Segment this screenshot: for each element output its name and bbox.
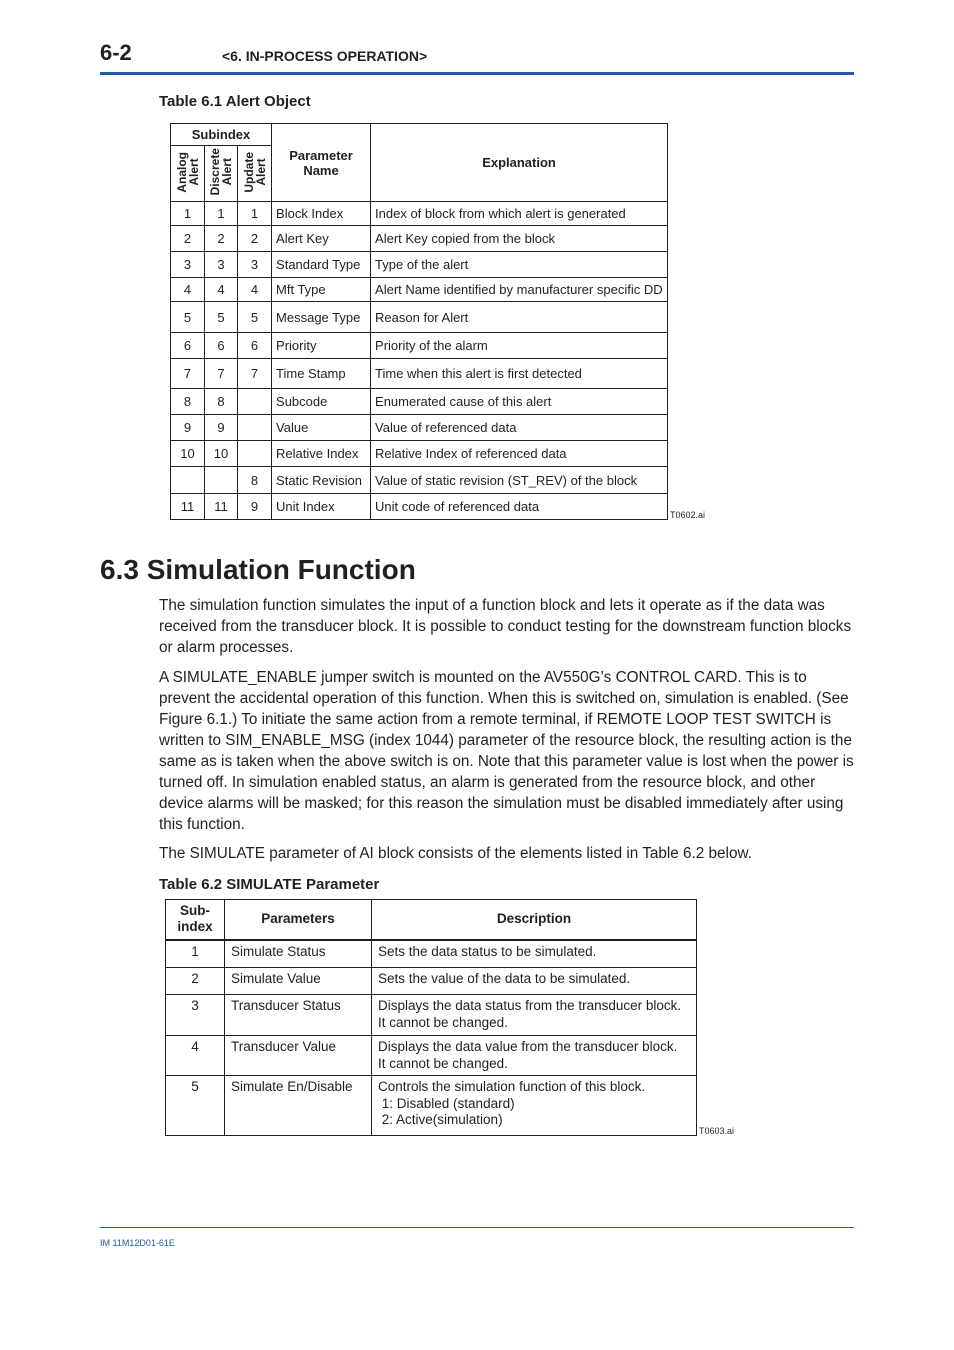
explanation-cell: Alert Key copied from the block	[371, 226, 668, 252]
table-row	[171, 467, 668, 494]
alert-object-rows	[171, 202, 668, 520]
parameter-cell: Block Index	[272, 202, 371, 226]
explanation-cell: Value of referenced data	[371, 415, 668, 441]
discrete-cell: 6	[205, 333, 238, 359]
parameter-cell: Priority	[272, 333, 371, 359]
update-cell: 6	[238, 333, 272, 359]
analog-cell: 9	[171, 415, 205, 441]
table-6-2-file-id: T0603.ai	[699, 1126, 735, 1136]
description-header: Description	[372, 900, 697, 940]
section-heading: 6.3 Simulation Function	[100, 554, 416, 585]
table-row	[171, 302, 668, 333]
table-row	[171, 202, 668, 226]
analog-cell: 4	[171, 278, 205, 302]
header-rule	[100, 72, 854, 75]
subindex-cell: 2	[166, 968, 225, 995]
analog-cell: 7	[171, 359, 205, 389]
update-cell: 5	[238, 302, 272, 333]
subindex-cell: 5	[166, 1076, 225, 1136]
discrete-cell: 11	[205, 494, 238, 520]
paragraph: A SIMULATE_ENABLE jumper switch is mounted on the AV550G’s CONTROL CARD. This is to prevent the accidental operation of this function. When this is switched on, simulation is enabled. (See Figure 6.1.) To initiate the same action from a remote terminal, if REMOTE LOOP TEST SWITCH is written to SIM_ENABLE_MSG (index 1044) parameter of the resource block, the resulting action is the same as is taken when the above switch is on. Note that this parameter value is lost when the power is turned off. In simulation enabled status, an alarm is generated from the resource block, and other device alarms will be masked; for this reason the simulation must be disabled immediately after using this function.	[159, 669, 854, 833]
discrete-cell: 10	[205, 441, 238, 467]
subindex-header: Sub- index	[166, 900, 225, 940]
table-6-1-caption: Table 6.1 Alert Object	[159, 93, 311, 110]
table-row	[171, 278, 668, 302]
analog-cell: 8	[171, 389, 205, 415]
parameter-cell: Unit Index	[272, 494, 371, 520]
update-cell: 8	[238, 467, 272, 494]
parameter-cell: Mft Type	[272, 278, 371, 302]
simulate-parameter-table	[165, 899, 697, 1136]
simulate-parameter-rows	[166, 940, 697, 1136]
subindex-cell: 4	[166, 1036, 225, 1076]
analog-cell: 3	[171, 252, 205, 278]
parameter-cell: Relative Index	[272, 441, 371, 467]
analog-cell	[171, 467, 205, 494]
description-cell: Controls the simulation function of this block. 1: Disabled (standard) 2: Active(simulation)	[372, 1076, 697, 1136]
update-cell: 7	[238, 359, 272, 389]
discrete-alert-header: Discrete Alert	[208, 148, 234, 196]
parameter-cell: Simulate Status	[225, 940, 372, 968]
discrete-cell: 1	[205, 202, 238, 226]
parameter-cell: Transducer Value	[225, 1036, 372, 1076]
parameter-cell: Time Stamp	[272, 359, 371, 389]
table-row	[171, 441, 668, 467]
analog-cell: 1	[171, 202, 205, 226]
parameter-cell: Alert Key	[272, 226, 371, 252]
analog-cell: 5	[171, 302, 205, 333]
explanation-cell: Relative Index of referenced data	[371, 441, 668, 467]
discrete-cell: 7	[205, 359, 238, 389]
explanation-cell: Reason for Alert	[371, 302, 668, 333]
discrete-cell: 5	[205, 302, 238, 333]
update-cell	[238, 389, 272, 415]
table-row	[171, 333, 668, 359]
document-number: IM 11M12D01-61E	[100, 1238, 175, 1248]
update-cell: 9	[238, 494, 272, 520]
subindex-cell: 3	[166, 995, 225, 1036]
discrete-cell	[205, 467, 238, 494]
description-cell: Displays the data status from the transducer block. It cannot be changed.	[372, 995, 697, 1036]
table-row	[166, 968, 697, 995]
table-row	[171, 359, 668, 389]
table-6-2-caption: Table 6.2 SIMULATE Parameter	[159, 876, 380, 893]
parameter-cell: Message Type	[272, 302, 371, 333]
table-row	[166, 1076, 697, 1136]
table-row	[171, 252, 668, 278]
table-row	[171, 415, 668, 441]
description-cell: Sets the data status to be simulated.	[372, 940, 697, 968]
analog-cell: 11	[171, 494, 205, 520]
update-cell: 1	[238, 202, 272, 226]
update-cell	[238, 415, 272, 441]
parameter-cell: Subcode	[272, 389, 371, 415]
update-alert-header: Update Alert	[241, 151, 268, 193]
parameter-cell: Standard Type	[272, 252, 371, 278]
analog-cell: 2	[171, 226, 205, 252]
subindex-header: Subindex	[171, 124, 272, 146]
table-row	[166, 1036, 697, 1076]
parameter-cell: Value	[272, 415, 371, 441]
parameter-cell: Transducer Status	[225, 995, 372, 1036]
table-row	[171, 494, 668, 520]
analog-alert-header: Analog Alert	[174, 151, 201, 193]
analog-cell: 10	[171, 441, 205, 467]
explanation-cell: Index of block from which alert is generated	[371, 202, 668, 226]
paragraph: The SIMULATE parameter of AI block consists of the elements listed in Table 6.2 below.	[159, 845, 752, 862]
explanation-cell: Time when this alert is first detected	[371, 359, 668, 389]
discrete-cell: 3	[205, 252, 238, 278]
explanation-cell: Value of static revision (ST_REV) of the block	[371, 467, 668, 494]
table-row	[171, 226, 668, 252]
discrete-cell: 2	[205, 226, 238, 252]
footer-rule	[100, 1227, 854, 1228]
discrete-cell: 8	[205, 389, 238, 415]
table-6-1-file-id: T0602.ai	[670, 510, 706, 520]
explanation-cell: Enumerated cause of this alert	[371, 389, 668, 415]
table-row	[166, 940, 697, 968]
update-cell	[238, 441, 272, 467]
explanation-cell: Unit code of referenced data	[371, 494, 668, 520]
parameter-cell: Static Revision	[272, 467, 371, 494]
alert-object-table	[170, 123, 668, 520]
update-cell: 3	[238, 252, 272, 278]
description-cell: Sets the value of the data to be simulated.	[372, 968, 697, 995]
parameter-cell: Simulate En/Disable	[225, 1076, 372, 1136]
update-cell: 2	[238, 226, 272, 252]
page-number: 6-2	[100, 40, 132, 65]
analog-cell: 6	[171, 333, 205, 359]
parameters-header: Parameters	[225, 900, 372, 940]
description-cell: Displays the data value from the transducer block. It cannot be changed.	[372, 1036, 697, 1076]
update-cell: 4	[238, 278, 272, 302]
explanation-header: Explanation	[371, 124, 668, 202]
explanation-cell: Alert Name identified by manufacturer specific DD	[371, 278, 668, 302]
subindex-cell: 1	[166, 940, 225, 968]
paragraph: The simulation function simulates the input of a function block and lets it operate as if the data was received from the transducer block. It is possible to conduct testing for the downstream function blocks or alarm processes.	[159, 597, 852, 656]
table-row	[166, 995, 697, 1036]
explanation-cell: Type of the alert	[371, 252, 668, 278]
table-row	[171, 389, 668, 415]
parameter-name-header: Parameter Name	[272, 124, 371, 202]
explanation-cell: Priority of the alarm	[371, 333, 668, 359]
discrete-cell: 4	[205, 278, 238, 302]
discrete-cell: 9	[205, 415, 238, 441]
chapter-title: <6. IN-PROCESS OPERATION>	[222, 48, 428, 64]
parameter-cell: Simulate Value	[225, 968, 372, 995]
